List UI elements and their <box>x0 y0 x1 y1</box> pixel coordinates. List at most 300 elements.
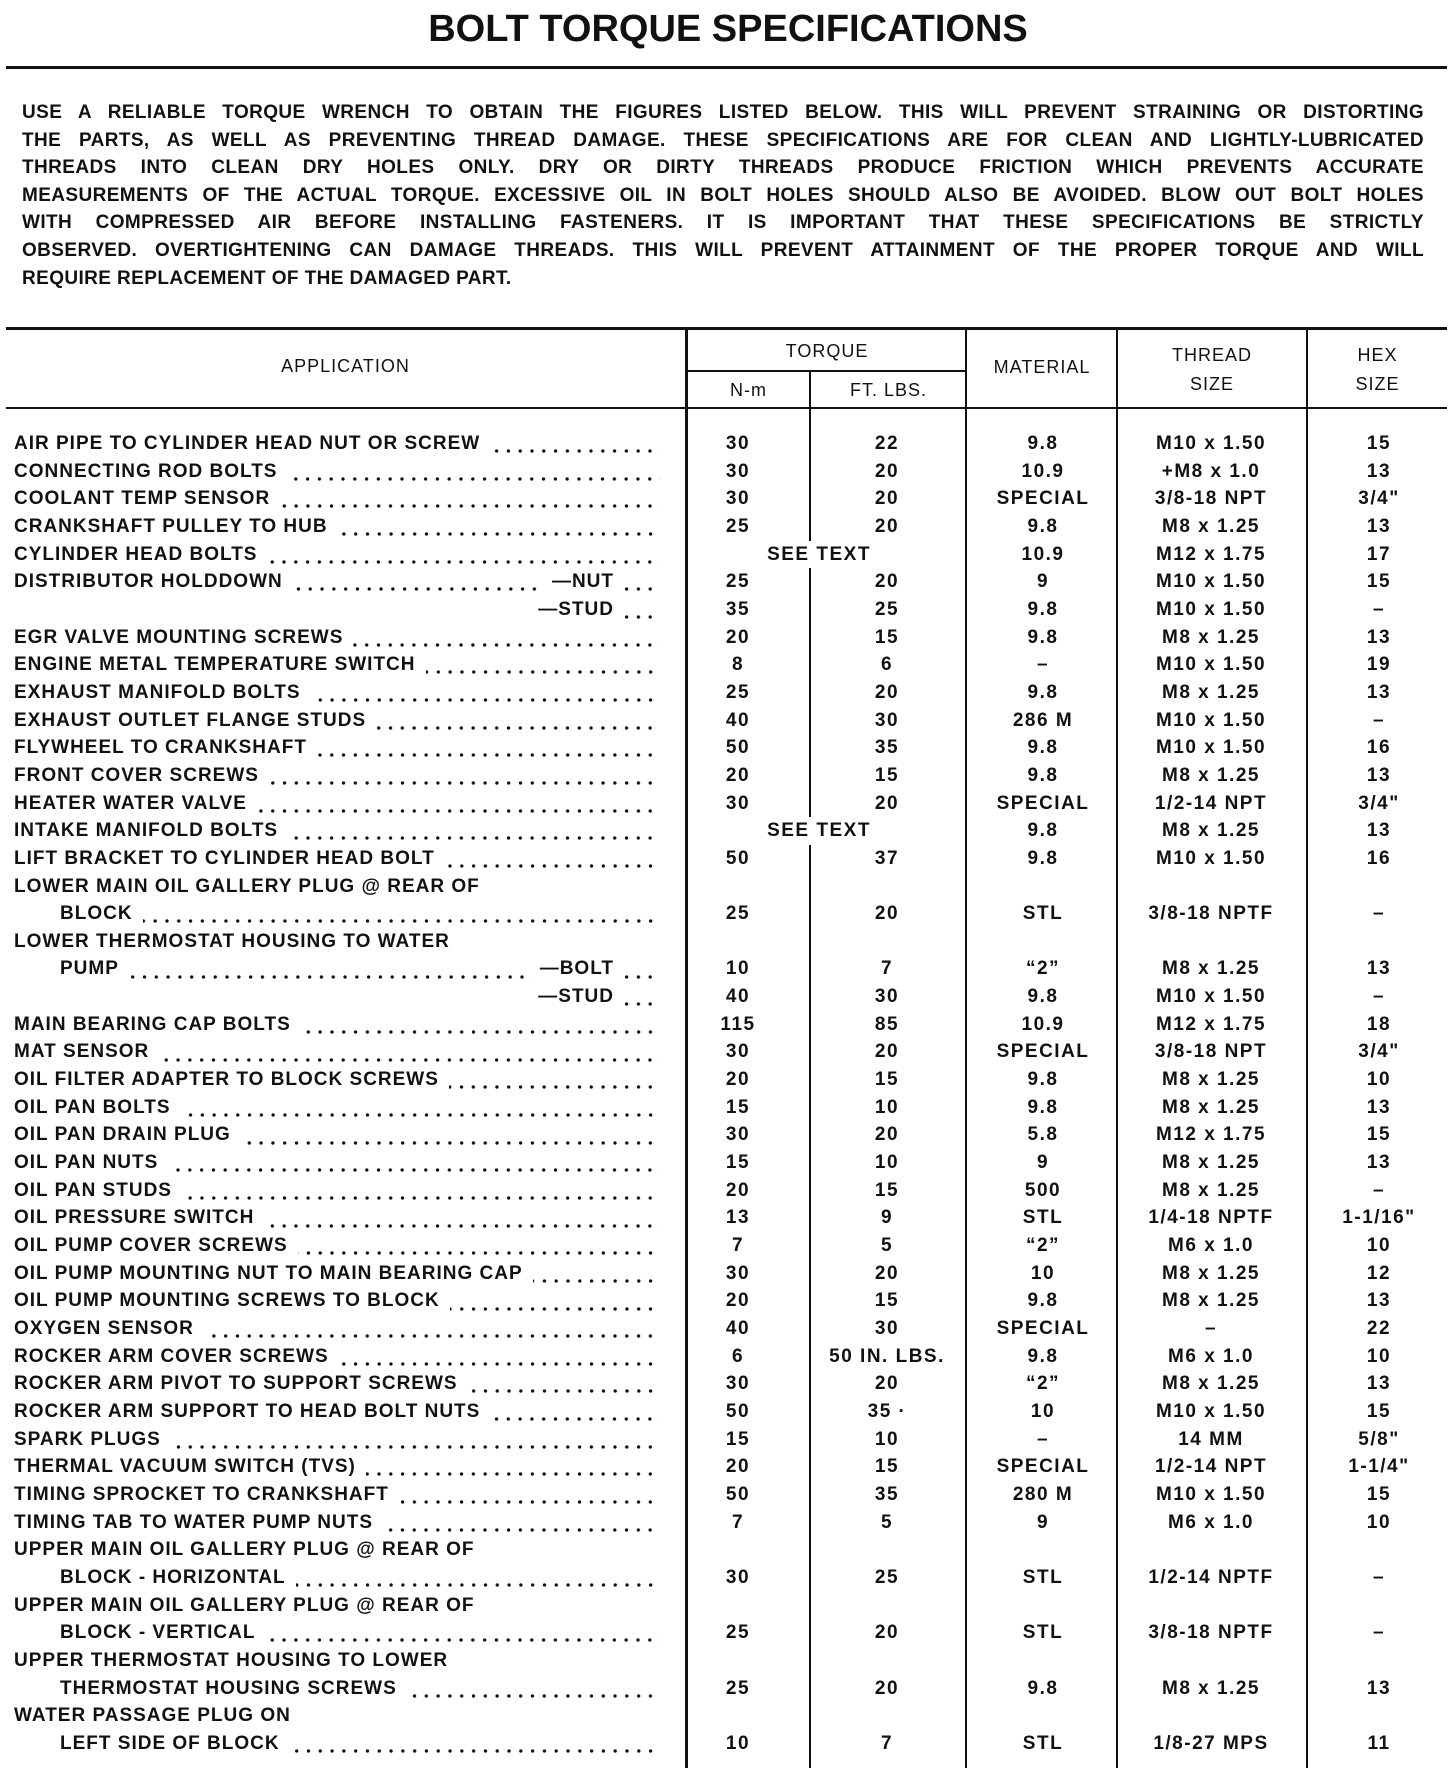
torque-ftlbs-cell: 20 <box>874 1622 900 1644</box>
torque-ftlbs-cell: 15 <box>874 1290 900 1312</box>
application-cell <box>14 1177 660 1205</box>
application-label: TIMING SPROCKET TO CRANKSHAFT <box>14 1483 389 1505</box>
application-label: EGR VALVE MOUNTING SCREWS <box>14 626 344 648</box>
thread-size-cell: M12 x 1.75 <box>1155 1124 1267 1146</box>
application-cell <box>14 568 660 596</box>
torque-nm-cell: 30 <box>725 1124 751 1146</box>
dot-leader <box>620 587 660 591</box>
torque-ftlbs-cell: 20 <box>874 571 900 593</box>
torque-nm-cell: 40 <box>725 1318 751 1339</box>
application-label: BLOCK <box>60 903 133 925</box>
header-torque-ftlbs: FT. LBS. <box>849 380 928 400</box>
dot-leader <box>383 1528 660 1532</box>
material-cell: “2” <box>1025 1235 1061 1257</box>
material-cell: 9.8 <box>1027 764 1059 786</box>
thread-size-cell: M8 x 1.25 <box>1162 1069 1260 1091</box>
application-cell <box>14 1675 660 1703</box>
thread-size-cell: 1/2-14 NPTF <box>1148 1566 1274 1588</box>
dot-leader <box>490 449 660 453</box>
thread-size-cell: M10 x 1.50 <box>1155 1483 1267 1505</box>
thread-size-cell: 3/8-18 NPTF <box>1148 1622 1274 1644</box>
table-row <box>0 1315 1456 1343</box>
application-cell <box>14 1398 660 1426</box>
torque-ftlbs-cell: 15 <box>874 1456 900 1478</box>
application-cell <box>14 1121 660 1149</box>
dot-leader <box>290 1749 660 1753</box>
torque-ftlbs-cell: 20 <box>874 515 900 537</box>
application-label: OIL PAN STUDS <box>14 1179 172 1201</box>
torque-nm-cell: 50 <box>725 1483 751 1505</box>
torque-ftlbs-cell: 35 · <box>867 1400 907 1422</box>
sub-item-label: —STUD <box>538 986 614 1008</box>
torque-ftlbs-cell: 10 <box>874 1428 900 1450</box>
application-label: OIL PRESSURE SWITCH <box>14 1207 255 1229</box>
application-cell <box>14 1536 660 1564</box>
thread-size-cell: M8 x 1.25 <box>1162 626 1260 648</box>
material-cell: 9.8 <box>1027 626 1059 648</box>
torque-nm-cell: 30 <box>725 1041 751 1063</box>
hex-size-cell: 13 <box>1366 1096 1392 1118</box>
application-cell <box>14 1647 660 1675</box>
hex-size-cell: 13 <box>1366 626 1392 648</box>
application-label: OIL PAN BOLTS <box>14 1096 171 1118</box>
header-hex: HEX <box>1357 345 1398 365</box>
dot-leader <box>449 1085 660 1089</box>
table-body <box>0 430 1456 1758</box>
intro-line: REQUIRE REPLACEMENT OF THE DAMAGED PART. <box>22 267 512 289</box>
dot-leader <box>301 1030 660 1034</box>
application-cell <box>14 1730 660 1758</box>
torque-ftlbs-cell: 9 <box>880 1207 894 1229</box>
thread-size-cell: M10 x 1.50 <box>1155 433 1267 454</box>
table-row <box>0 430 1456 458</box>
thread-size-cell: M6 x 1.0 <box>1168 1345 1254 1367</box>
table-row <box>0 1509 1456 1537</box>
thread-size-cell: 1/8-27 MPS <box>1153 1732 1269 1754</box>
material-cell: “2” <box>1025 958 1061 980</box>
thread-size-cell: 3/8-18 NPT <box>1154 488 1268 510</box>
material-cell: 5.8 <box>1027 1124 1059 1146</box>
material-cell: 9.8 <box>1027 1290 1059 1312</box>
torque-nm-cell: 6 <box>731 1345 745 1367</box>
hex-size-cell: – <box>1372 1179 1386 1201</box>
table-top-rule <box>6 327 1447 330</box>
torque-nm-cell: 30 <box>725 1262 751 1284</box>
dot-leader <box>288 836 660 840</box>
hex-size-cell: 10 <box>1366 1345 1392 1367</box>
hex-size-cell: 15 <box>1366 433 1392 454</box>
torque-ftlbs-cell: 20 <box>874 903 900 925</box>
dot-leader <box>182 1196 660 1200</box>
application-cell <box>14 596 660 624</box>
dot-leader <box>407 1694 660 1698</box>
material-cell: SPECIAL <box>996 1041 1090 1063</box>
table-row <box>0 983 1456 1011</box>
thread-size-cell: 3/8-18 NPT <box>1154 1041 1268 1063</box>
application-cell <box>14 1619 660 1647</box>
material-cell: 9.8 <box>1027 847 1059 869</box>
material-cell: 9.8 <box>1027 1069 1059 1091</box>
table-row <box>0 1287 1456 1315</box>
torque-ftlbs-cell: 15 <box>874 1069 900 1091</box>
torque-ftlbs-cell: 7 <box>880 958 894 980</box>
torque-ftlbs-cell: 10 <box>874 1096 900 1118</box>
application-cell <box>14 790 660 818</box>
material-cell: – <box>1036 1428 1050 1450</box>
hex-size-cell: 13 <box>1366 764 1392 786</box>
table-row <box>0 1149 1456 1177</box>
torque-nm-cell: 15 <box>725 1428 751 1450</box>
table-row <box>0 1398 1456 1426</box>
thread-size-cell: 14 MM <box>1178 1428 1244 1450</box>
torque-ftlbs-cell: 20 <box>874 460 900 482</box>
header-thread-size: SIZE <box>1189 374 1234 394</box>
application-label: OXYGEN SENSOR <box>14 1318 194 1339</box>
table-row <box>0 1453 1456 1481</box>
dot-leader <box>366 1472 660 1476</box>
hex-size-cell: 15 <box>1366 571 1392 593</box>
table-row <box>0 845 1456 873</box>
hex-size-cell: 1-1/16" <box>1342 1207 1416 1229</box>
table-row <box>0 1702 1456 1730</box>
material-cell: 9.8 <box>1027 433 1059 454</box>
torque-nm-cell: 20 <box>725 1069 751 1091</box>
torque-ftlbs-cell: 20 <box>874 792 900 814</box>
sub-item-label: —BOLT <box>539 958 614 980</box>
dot-leader <box>267 560 660 564</box>
thread-size-cell: M8 x 1.25 <box>1162 1152 1260 1174</box>
application-label: ENGINE METAL TEMPERATURE SWITCH <box>14 654 416 676</box>
hex-size-cell: – <box>1372 1566 1386 1588</box>
application-label: FRONT COVER SCREWS <box>14 764 259 786</box>
torque-ftlbs-cell: 30 <box>874 1318 900 1339</box>
torque-nm-cell: 13 <box>725 1207 751 1229</box>
hex-size-cell: 15 <box>1366 1483 1392 1505</box>
application-cell <box>14 1094 660 1122</box>
material-cell: 280 M <box>1012 1483 1074 1505</box>
dot-leader <box>257 809 660 813</box>
hex-size-cell: – <box>1372 986 1386 1008</box>
hex-size-cell: – <box>1372 598 1386 620</box>
torque-ftlbs-cell: 7 <box>880 1732 894 1754</box>
dot-leader <box>168 1168 660 1172</box>
application-cell <box>14 928 660 956</box>
hex-size-cell: 15 <box>1366 1400 1392 1422</box>
torque-nm-cell: 30 <box>725 792 751 814</box>
thread-size-cell: M10 x 1.50 <box>1155 654 1267 676</box>
table-row <box>0 900 1456 928</box>
hex-size-cell: 3/4" <box>1358 792 1400 814</box>
application-cell <box>14 762 660 790</box>
torque-nm-cell: 20 <box>725 1456 751 1478</box>
application-cell <box>14 1343 660 1371</box>
thread-size-cell: 1/2-14 NPT <box>1154 792 1268 814</box>
table-row <box>0 485 1456 513</box>
material-cell: 10.9 <box>1021 543 1065 565</box>
thread-size-cell: M10 x 1.50 <box>1155 986 1267 1008</box>
material-cell: SPECIAL <box>996 1318 1090 1339</box>
material-cell: 9.8 <box>1027 737 1059 759</box>
hex-size-cell: – <box>1372 709 1386 731</box>
application-cell <box>14 1260 660 1288</box>
application-cell <box>14 1564 660 1592</box>
application-label: OIL PAN DRAIN PLUG <box>14 1124 231 1146</box>
application-label: LEFT SIDE OF BLOCK <box>60 1732 280 1754</box>
dot-leader <box>317 753 660 757</box>
dot-leader <box>338 532 660 536</box>
thread-size-cell: M10 x 1.50 <box>1155 737 1267 759</box>
torque-nm-cell: 25 <box>725 515 751 537</box>
thread-size-cell: M12 x 1.75 <box>1155 543 1267 565</box>
application-cell <box>14 1038 660 1066</box>
material-cell: 286 M <box>1012 709 1074 731</box>
application-label: CYLINDER HEAD BOLTS <box>14 543 258 565</box>
application-cell <box>14 1232 660 1260</box>
table-row <box>0 1038 1456 1066</box>
table-row <box>0 1675 1456 1703</box>
material-cell: STL <box>1022 1732 1064 1754</box>
material-cell: 9 <box>1036 1152 1050 1174</box>
torque-ftlbs-cell: 15 <box>874 764 900 786</box>
application-cell <box>14 734 660 762</box>
torque-nm-cell: 25 <box>725 1677 751 1699</box>
application-label: SPARK PLUGS <box>14 1428 161 1450</box>
application-cell <box>14 900 660 928</box>
application-label: UPPER MAIN OIL GALLERY PLUG @ REAR OF <box>14 1594 475 1616</box>
hex-size-cell: 10 <box>1366 1069 1392 1091</box>
table-row <box>0 1564 1456 1592</box>
torque-ftlbs-cell: 20 <box>874 488 900 510</box>
dot-leader <box>468 1389 660 1393</box>
dot-leader <box>293 587 544 591</box>
thread-size-cell: 3/8-18 NPTF <box>1148 903 1274 925</box>
dot-leader <box>311 698 660 702</box>
table-row <box>0 541 1456 569</box>
torque-ftlbs-cell: 22 <box>874 433 900 454</box>
material-cell: 9.8 <box>1027 1677 1059 1699</box>
header-bottom-rule <box>6 407 1447 409</box>
thread-size-cell: M10 x 1.50 <box>1155 571 1267 593</box>
hex-size-cell: 22 <box>1366 1318 1392 1339</box>
dot-leader <box>353 643 660 647</box>
torque-ftlbs-cell: 37 <box>874 847 900 869</box>
thread-size-cell: M10 x 1.50 <box>1155 847 1267 869</box>
application-label: FLYWHEEL TO CRANKSHAFT <box>14 737 307 759</box>
application-cell <box>14 707 660 735</box>
thread-size-cell: M8 x 1.25 <box>1162 1096 1260 1118</box>
torque-header-rule <box>688 370 966 372</box>
torque-nm-cell: 20 <box>725 626 751 648</box>
thread-size-cell: M8 x 1.25 <box>1162 958 1260 980</box>
torque-nm-cell: 30 <box>725 1373 751 1395</box>
application-cell <box>14 1287 660 1315</box>
material-cell: STL <box>1022 903 1064 925</box>
thread-size-cell: 1/2-14 NPT <box>1154 1456 1268 1478</box>
torque-ftlbs-cell: 20 <box>874 681 900 703</box>
header-thread: THREAD <box>1171 345 1252 365</box>
torque-nm-cell: 8 <box>731 654 745 676</box>
torque-ftlbs-cell: 5 <box>880 1235 894 1257</box>
application-cell <box>14 817 660 845</box>
hex-size-cell: 10 <box>1366 1235 1392 1257</box>
application-cell <box>14 513 660 541</box>
table-row <box>0 1260 1456 1288</box>
thread-size-cell: M10 x 1.50 <box>1155 709 1267 731</box>
thread-size-cell: M8 x 1.25 <box>1162 681 1260 703</box>
application-cell <box>14 1592 660 1620</box>
dot-leader <box>339 1362 660 1366</box>
torque-ftlbs-cell: 30 <box>874 709 900 731</box>
hex-size-cell: 10 <box>1366 1511 1392 1533</box>
dot-leader <box>426 670 661 674</box>
thread-size-cell: M10 x 1.50 <box>1155 1400 1267 1422</box>
torque-ftlbs-cell: 20 <box>874 1041 900 1063</box>
thread-size-cell: M8 x 1.25 <box>1162 1179 1260 1201</box>
application-label: AIR PIPE TO CYLINDER HEAD NUT OR SCREW <box>14 433 481 454</box>
torque-nm-cell: 7 <box>731 1235 745 1257</box>
table-row <box>0 1232 1456 1260</box>
application-label: CRANKSHAFT PULLEY TO HUB <box>14 515 328 537</box>
header-torque-nm: N-m <box>730 380 767 400</box>
table-row <box>0 1370 1456 1398</box>
material-cell: 10 <box>1030 1400 1056 1422</box>
thread-size-cell: M8 x 1.25 <box>1162 764 1260 786</box>
header-hex-size: SIZE <box>1355 374 1400 394</box>
material-cell: “2” <box>1025 1373 1061 1395</box>
hex-size-cell: 13 <box>1366 515 1392 537</box>
torque-nm-cell: 10 <box>725 958 751 980</box>
torque-ftlbs-cell: 50 IN. LBS. <box>829 1345 945 1367</box>
material-cell: STL <box>1022 1566 1064 1588</box>
application-cell <box>14 1481 660 1509</box>
table-row <box>0 1121 1456 1149</box>
dot-leader <box>620 615 660 619</box>
material-cell: 9.8 <box>1027 1345 1059 1367</box>
page-title: BOLT TORQUE SPECIFICATIONS <box>428 8 1028 50</box>
intro-line: THE PARTS, AS WELL AS PREVENTING THREAD DAMAGE. THESE SPECIFICATIONS ARE FOR CLEAN AND LIGHTLY-LUBRICATED <box>22 129 1424 151</box>
table-row <box>0 513 1456 541</box>
intro-line: MEASUREMENTS OF THE ACTUAL TORQUE. EXCESSIVE OIL IN BOLT HOLES SHOULD ALSO BE AVOIDED. BLOW OUT BOLT HOLES <box>22 184 1424 206</box>
torque-nm-cell: 30 <box>725 433 751 454</box>
table-row <box>0 458 1456 486</box>
table-row <box>0 762 1456 790</box>
application-cell <box>14 1509 660 1537</box>
hex-size-cell: 15 <box>1366 1124 1392 1146</box>
application-label: MAT SENSOR <box>14 1041 150 1063</box>
dot-leader <box>620 975 660 979</box>
thread-size-cell: M10 x 1.50 <box>1155 598 1267 620</box>
thread-size-cell: M8 x 1.25 <box>1162 1262 1260 1284</box>
dot-leader <box>287 477 660 481</box>
hex-size-cell: 13 <box>1366 1290 1392 1312</box>
torque-ftlbs-cell: 5 <box>880 1511 894 1533</box>
material-cell: 9.8 <box>1027 515 1059 537</box>
application-label: UPPER THERMOSTAT HOUSING TO LOWER <box>14 1649 449 1671</box>
dot-leader <box>399 1500 660 1504</box>
application-label: COOLANT TEMP SENSOR <box>14 488 271 510</box>
application-label: OIL PAN NUTS <box>14 1152 159 1174</box>
material-cell: 10.9 <box>1021 1013 1065 1035</box>
torque-ftlbs-cell: 20 <box>874 1373 900 1395</box>
table-row <box>0 1619 1456 1647</box>
application-label: MAIN BEARING CAP BOLTS <box>14 1013 291 1035</box>
table-row <box>0 1730 1456 1758</box>
torque-nm-cell: 25 <box>725 681 751 703</box>
hex-size-cell: 19 <box>1366 654 1392 676</box>
table-row <box>0 1177 1456 1205</box>
dot-leader <box>265 1638 660 1642</box>
table-row <box>0 1094 1456 1122</box>
application-label: ROCKER ARM PIVOT TO SUPPORT SCREWS <box>14 1373 458 1395</box>
table-row <box>0 1592 1456 1620</box>
table-row <box>0 568 1456 596</box>
torque-nm-cell: 35 <box>725 598 751 620</box>
header-application: APPLICATION <box>281 356 410 376</box>
hex-size-cell: 18 <box>1366 1013 1392 1035</box>
dot-leader <box>445 864 660 868</box>
hex-size-cell: 13 <box>1366 1677 1392 1699</box>
dot-leader <box>376 726 660 730</box>
thread-size-cell: M8 x 1.25 <box>1162 820 1260 842</box>
intro-line: WITH COMPRESSED AIR BEFORE INSTALLING FASTENERS. IT IS IMPORTANT THAT THESE SPECIFICATIONS BE STRICTLY <box>22 212 1424 234</box>
hex-size-cell: 16 <box>1366 737 1392 759</box>
table-row <box>0 955 1456 983</box>
thread-size-cell: M8 x 1.25 <box>1162 1677 1260 1699</box>
dot-leader <box>143 919 660 923</box>
application-cell <box>14 1066 660 1094</box>
table-row <box>0 873 1456 901</box>
torque-ftlbs-cell: 10 <box>874 1152 900 1174</box>
table-row <box>0 651 1456 679</box>
dot-leader <box>129 975 532 979</box>
table-row <box>0 1066 1456 1094</box>
hex-size-cell: 12 <box>1366 1262 1392 1284</box>
application-cell <box>14 541 660 569</box>
material-cell: 10 <box>1030 1262 1056 1284</box>
application-cell <box>14 1453 660 1481</box>
dot-leader <box>450 1307 660 1311</box>
application-cell <box>14 624 660 652</box>
material-cell: 9.8 <box>1027 1096 1059 1118</box>
see-text-note: SEE TEXT <box>761 817 877 845</box>
application-label: OIL FILTER ADAPTER TO BLOCK SCREWS <box>14 1069 439 1091</box>
application-cell <box>14 651 660 679</box>
torque-nm-cell: 20 <box>725 764 751 786</box>
material-cell: SPECIAL <box>996 488 1090 510</box>
application-label: OIL PUMP MOUNTING NUT TO MAIN BEARING CAP <box>14 1262 523 1284</box>
hex-size-cell: – <box>1372 1622 1386 1644</box>
application-label: OIL PUMP MOUNTING SCREWS TO BLOCK <box>14 1290 440 1312</box>
application-cell <box>14 458 660 486</box>
table-row <box>0 928 1456 956</box>
application-cell <box>14 1315 660 1343</box>
thread-size-cell: 1/4-18 NPTF <box>1148 1207 1274 1229</box>
intro-paragraph <box>22 99 1424 292</box>
torque-nm-cell: 25 <box>725 903 751 925</box>
application-label: THERMAL VACUUM SWITCH (TVS) <box>14 1456 356 1478</box>
thread-size-cell: M12 x 1.75 <box>1155 1013 1267 1035</box>
material-cell: SPECIAL <box>996 792 1090 814</box>
torque-nm-cell: 15 <box>725 1096 751 1118</box>
material-cell: STL <box>1022 1207 1064 1229</box>
application-label: OIL PUMP COVER SCREWS <box>14 1235 288 1257</box>
application-label: UPPER MAIN OIL GALLERY PLUG @ REAR OF <box>14 1539 475 1561</box>
intro-line: OBSERVED. OVERTIGHTENING CAN DAMAGE THREADS. THIS WILL PREVENT ATTAINMENT OF THE PROPER TORQUE AND WILL <box>22 239 1424 261</box>
hex-size-cell: 13 <box>1366 681 1392 703</box>
torque-ftlbs-cell: 20 <box>874 1677 900 1699</box>
material-cell: 9 <box>1036 571 1050 593</box>
table-row <box>0 1647 1456 1675</box>
